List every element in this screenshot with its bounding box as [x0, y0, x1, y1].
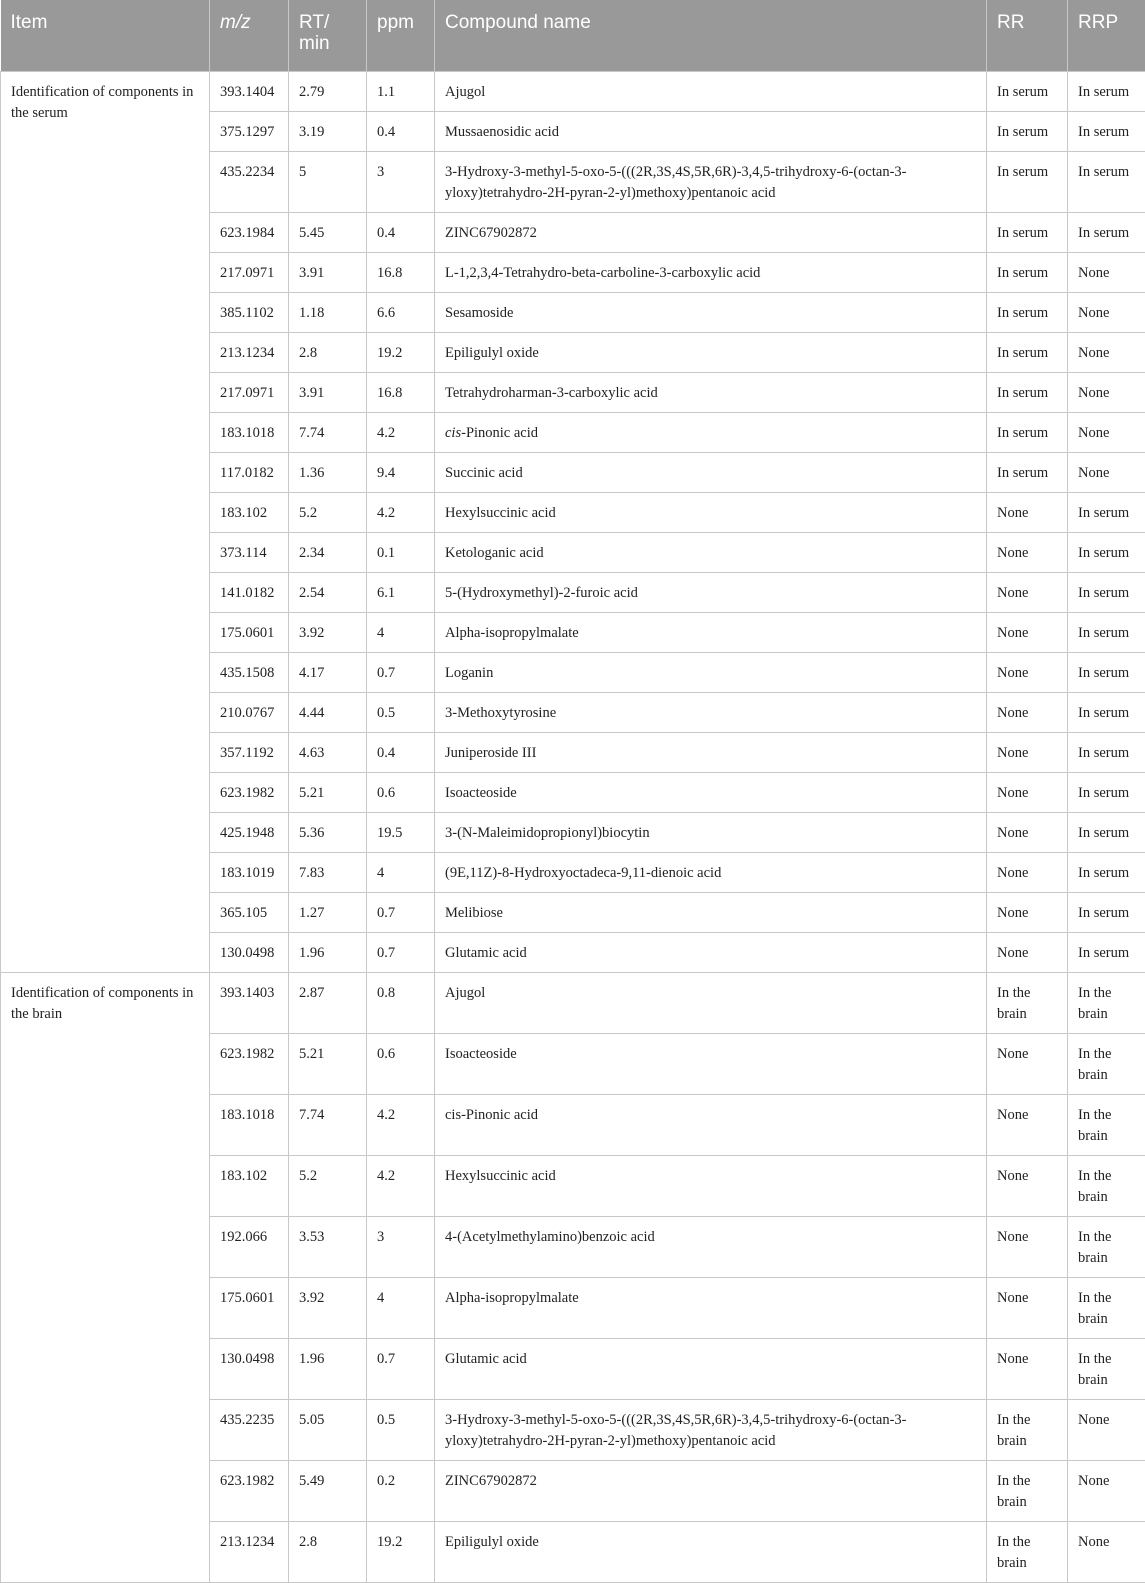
- cell-mz: 393.1404: [210, 72, 289, 112]
- cell-rrp: In the brain: [1068, 1095, 1145, 1156]
- cell-ppm: 3: [367, 1217, 435, 1278]
- table-header: [1, 0, 1145, 72]
- header-ppm: ppm: [367, 0, 435, 72]
- cell-ppm: 0.4: [367, 733, 435, 773]
- cell-rr: None: [987, 1156, 1068, 1217]
- cell-mz: 130.0498: [210, 1339, 289, 1400]
- cell-mz: 435.2235: [210, 1400, 289, 1461]
- cell-rr: In the brain: [987, 1461, 1068, 1522]
- cell-compound-name: ZINC67902872: [435, 213, 987, 253]
- cell-mz: 183.102: [210, 1156, 289, 1217]
- cell-ppm: 9.4: [367, 453, 435, 493]
- header-rr: RR: [987, 0, 1068, 72]
- cell-rr: In the brain: [987, 1400, 1068, 1461]
- cell-rt: 4.44: [289, 693, 367, 733]
- cell-compound-name: Glutamic acid: [435, 1339, 987, 1400]
- cell-rrp: None: [1068, 373, 1145, 413]
- cell-mz: 435.1508: [210, 653, 289, 693]
- cell-rrp: In serum: [1068, 613, 1145, 653]
- cell-rt: 1.96: [289, 933, 367, 973]
- cell-compound-name: Hexylsuccinic acid: [435, 1156, 987, 1217]
- cell-rr: In serum: [987, 112, 1068, 152]
- cell-rrp: None: [1068, 1400, 1145, 1461]
- group-label: Identification of components in the brain: [1, 973, 210, 1583]
- cell-ppm: 4: [367, 1278, 435, 1339]
- cell-rr: None: [987, 573, 1068, 613]
- cell-rrp: In the brain: [1068, 1278, 1145, 1339]
- cell-mz: 175.0601: [210, 1278, 289, 1339]
- cell-mz: 425.1948: [210, 813, 289, 853]
- cell-rr: In the brain: [987, 1522, 1068, 1583]
- cell-rr: In serum: [987, 413, 1068, 453]
- cell-ppm: 3: [367, 152, 435, 213]
- cell-rr: In serum: [987, 253, 1068, 293]
- cell-rrp: In serum: [1068, 733, 1145, 773]
- group-label: Identification of components in the serum: [1, 72, 210, 973]
- cell-ppm: 0.7: [367, 893, 435, 933]
- cell-ppm: 0.7: [367, 933, 435, 973]
- cell-rrp: None: [1068, 293, 1145, 333]
- header-rt: RT/ min: [289, 0, 367, 72]
- cell-compound-name: Isoacteoside: [435, 1034, 987, 1095]
- cell-rr: None: [987, 733, 1068, 773]
- cell-rr: None: [987, 1217, 1068, 1278]
- cell-mz: 357.1192: [210, 733, 289, 773]
- header-row: [1, 0, 1145, 72]
- cell-rt: 7.74: [289, 1095, 367, 1156]
- cell-compound-name: Succinic acid: [435, 453, 987, 493]
- cell-ppm: 16.8: [367, 373, 435, 413]
- header-mz: m/z: [210, 0, 289, 72]
- cell-rrp: In the brain: [1068, 1156, 1145, 1217]
- cell-ppm: 4.2: [367, 1095, 435, 1156]
- cell-rt: 5.45: [289, 213, 367, 253]
- cell-compound-name: Tetrahydroharman-3-carboxylic acid: [435, 373, 987, 413]
- cell-rrp: In serum: [1068, 533, 1145, 573]
- cell-mz: 183.1019: [210, 853, 289, 893]
- cell-rt: 2.54: [289, 573, 367, 613]
- cell-mz: 623.1982: [210, 1034, 289, 1095]
- cell-rt: 5.2: [289, 1156, 367, 1217]
- cell-rt: 5: [289, 152, 367, 213]
- cell-mz: 117.0182: [210, 453, 289, 493]
- cell-ppm: 4.2: [367, 413, 435, 453]
- cell-rrp: None: [1068, 1461, 1145, 1522]
- cell-mz: 213.1234: [210, 333, 289, 373]
- cell-compound-name: 4-(Acetylmethylamino)benzoic acid: [435, 1217, 987, 1278]
- cell-ppm: 0.5: [367, 693, 435, 733]
- cell-rt: 3.19: [289, 112, 367, 152]
- cell-rrp: In serum: [1068, 893, 1145, 933]
- cell-rrp: In serum: [1068, 72, 1145, 112]
- cell-rt: 5.36: [289, 813, 367, 853]
- cell-rr: None: [987, 813, 1068, 853]
- cell-ppm: 19.2: [367, 333, 435, 373]
- header-rrp: RRP: [1068, 0, 1145, 72]
- cell-rrp: In the brain: [1068, 1339, 1145, 1400]
- cell-mz: 183.102: [210, 493, 289, 533]
- cell-rt: 2.79: [289, 72, 367, 112]
- cell-rr: None: [987, 693, 1068, 733]
- table-row: [1, 973, 1145, 1034]
- cell-compound-name: Ajugol: [435, 973, 987, 1034]
- cell-compound-name: Mussaenosidic acid: [435, 112, 987, 152]
- cell-rt: 5.21: [289, 773, 367, 813]
- cell-rr: In the brain: [987, 973, 1068, 1034]
- cell-rr: None: [987, 1095, 1068, 1156]
- cell-rrp: None: [1068, 453, 1145, 493]
- table-row: [1, 72, 1145, 112]
- cell-rrp: In serum: [1068, 813, 1145, 853]
- cell-rrp: In serum: [1068, 853, 1145, 893]
- cell-rrp: In serum: [1068, 493, 1145, 533]
- cell-compound-name: 3-(N-Maleimidopropionyl)biocytin: [435, 813, 987, 853]
- cell-rt: 4.63: [289, 733, 367, 773]
- cell-rt: 1.96: [289, 1339, 367, 1400]
- cell-mz: 365.105: [210, 893, 289, 933]
- cell-rt: 3.91: [289, 373, 367, 413]
- cell-ppm: 1.1: [367, 72, 435, 112]
- cell-rr: In serum: [987, 293, 1068, 333]
- cell-rrp: None: [1068, 413, 1145, 453]
- cell-mz: 210.0767: [210, 693, 289, 733]
- cell-rrp: In serum: [1068, 933, 1145, 973]
- cell-rr: None: [987, 1339, 1068, 1400]
- cell-compound-name: Alpha-isopropylmalate: [435, 613, 987, 653]
- cell-ppm: 19.5: [367, 813, 435, 853]
- cell-ppm: 4.2: [367, 1156, 435, 1217]
- cell-compound-name: 3-Hydroxy-3-methyl-5-oxo-5-(((2R,3S,4S,5R,6R)-3,4,5-trihydroxy-6-(octan-3-yloxy)tetrahydro-2H-pyran-2-yl)methoxy)pentanoic acid: [435, 1400, 987, 1461]
- cell-compound-name: L-1,2,3,4-Tetrahydro-beta-carboline-3-carboxylic acid: [435, 253, 987, 293]
- header-compound-name: Compound name: [435, 0, 987, 72]
- cell-mz: 393.1403: [210, 973, 289, 1034]
- cell-compound-name: Ketologanic acid: [435, 533, 987, 573]
- cell-rr: In serum: [987, 72, 1068, 112]
- cell-rt: 1.36: [289, 453, 367, 493]
- cell-rr: None: [987, 653, 1068, 693]
- cell-compound-name: ZINC67902872: [435, 1461, 987, 1522]
- cell-ppm: 0.6: [367, 773, 435, 813]
- cell-rr: None: [987, 853, 1068, 893]
- cell-compound-name: Epiligulyl oxide: [435, 333, 987, 373]
- cell-ppm: 0.4: [367, 213, 435, 253]
- cell-mz: 623.1984: [210, 213, 289, 253]
- cell-ppm: 6.6: [367, 293, 435, 333]
- cell-ppm: 0.8: [367, 973, 435, 1034]
- cell-compound-name: Glutamic acid: [435, 933, 987, 973]
- cell-rr: None: [987, 493, 1068, 533]
- cell-ppm: 0.6: [367, 1034, 435, 1095]
- cell-ppm: 4: [367, 853, 435, 893]
- cell-rrp: None: [1068, 1522, 1145, 1583]
- table-body: [1, 72, 1145, 1583]
- cell-rrp: In serum: [1068, 112, 1145, 152]
- cell-mz: 435.2234: [210, 152, 289, 213]
- cell-rrp: In serum: [1068, 213, 1145, 253]
- cell-rrp: In serum: [1068, 573, 1145, 613]
- cell-mz: 385.1102: [210, 293, 289, 333]
- cell-rr: In serum: [987, 152, 1068, 213]
- header-item: Item: [1, 0, 210, 72]
- cell-ppm: 0.4: [367, 112, 435, 152]
- cell-rt: 3.92: [289, 613, 367, 653]
- cell-rt: 2.8: [289, 1522, 367, 1583]
- cell-rrp: In the brain: [1068, 1217, 1145, 1278]
- cell-rr: None: [987, 933, 1068, 973]
- cell-mz: 183.1018: [210, 1095, 289, 1156]
- cell-compound-name: cis-Pinonic acid: [435, 1095, 987, 1156]
- cell-mz: 192.066: [210, 1217, 289, 1278]
- cell-compound-name: (9E,11Z)-8-Hydroxyoctadeca-9,11-dienoic acid: [435, 853, 987, 893]
- cell-ppm: 0.5: [367, 1400, 435, 1461]
- cell-rt: 5.05: [289, 1400, 367, 1461]
- cell-compound-name: Isoacteoside: [435, 773, 987, 813]
- cell-mz: 375.1297: [210, 112, 289, 152]
- cell-rr: None: [987, 533, 1068, 573]
- cell-compound-name: Sesamoside: [435, 293, 987, 333]
- cell-compound-name: Ajugol: [435, 72, 987, 112]
- cell-compound-name: Juniperoside III: [435, 733, 987, 773]
- cell-rrp: In serum: [1068, 773, 1145, 813]
- cell-mz: 623.1982: [210, 1461, 289, 1522]
- cell-rr: None: [987, 893, 1068, 933]
- cell-compound-name: Epiligulyl oxide: [435, 1522, 987, 1583]
- cell-rr: In serum: [987, 213, 1068, 253]
- cell-mz: 141.0182: [210, 573, 289, 613]
- cell-rrp: In serum: [1068, 653, 1145, 693]
- cell-ppm: 6.1: [367, 573, 435, 613]
- cell-rr: In serum: [987, 333, 1068, 373]
- cell-rt: 2.8: [289, 333, 367, 373]
- cell-rt: 5.49: [289, 1461, 367, 1522]
- cell-mz: 130.0498: [210, 933, 289, 973]
- cell-mz: 623.1982: [210, 773, 289, 813]
- cell-mz: 183.1018: [210, 413, 289, 453]
- cell-mz: 373.114: [210, 533, 289, 573]
- cell-rt: 2.34: [289, 533, 367, 573]
- cell-mz: 213.1234: [210, 1522, 289, 1583]
- cell-mz: 175.0601: [210, 613, 289, 653]
- cell-rrp: In serum: [1068, 152, 1145, 213]
- cell-rt: 3.53: [289, 1217, 367, 1278]
- compound-prefix: cis: [445, 425, 461, 441]
- cell-rrp: In the brain: [1068, 1034, 1145, 1095]
- cell-rr: None: [987, 773, 1068, 813]
- cell-rt: 5.2: [289, 493, 367, 533]
- cell-mz: 217.0971: [210, 373, 289, 413]
- cell-ppm: 0.1: [367, 533, 435, 573]
- cell-rr: None: [987, 1278, 1068, 1339]
- cell-mz: 217.0971: [210, 253, 289, 293]
- cell-compound-name: Hexylsuccinic acid: [435, 493, 987, 533]
- cell-rrp: In serum: [1068, 693, 1145, 733]
- cell-rr: In serum: [987, 453, 1068, 493]
- cell-compound-name: 3-Methoxytyrosine: [435, 693, 987, 733]
- cell-rt: 1.18: [289, 293, 367, 333]
- cell-compound-name: 5-(Hydroxymethyl)-2-furoic acid: [435, 573, 987, 613]
- cell-rt: 3.91: [289, 253, 367, 293]
- cell-rt: 4.17: [289, 653, 367, 693]
- cell-rr: In serum: [987, 373, 1068, 413]
- cell-rrp: None: [1068, 253, 1145, 293]
- cell-rt: 1.27: [289, 893, 367, 933]
- cell-ppm: 0.7: [367, 653, 435, 693]
- cell-ppm: 0.7: [367, 1339, 435, 1400]
- compound-rest: -Pinonic acid: [461, 425, 538, 441]
- cell-compound-name: Melibiose: [435, 893, 987, 933]
- cell-compound-name: [435, 413, 987, 453]
- cell-ppm: 19.2: [367, 1522, 435, 1583]
- cell-ppm: 16.8: [367, 253, 435, 293]
- cell-ppm: 0.2: [367, 1461, 435, 1522]
- cell-rrp: None: [1068, 333, 1145, 373]
- cell-compound-name: Alpha-isopropylmalate: [435, 1278, 987, 1339]
- cell-rr: None: [987, 613, 1068, 653]
- cell-rrp: In the brain: [1068, 973, 1145, 1034]
- cell-rt: 7.83: [289, 853, 367, 893]
- cell-rt: 7.74: [289, 413, 367, 453]
- cell-ppm: 4.2: [367, 493, 435, 533]
- cell-compound-name: 3-Hydroxy-3-methyl-5-oxo-5-(((2R,3S,4S,5R,6R)-3,4,5-trihydroxy-6-(octan-3-yloxy)tetrahydro-2H-pyran-2-yl)methoxy)pentanoic acid: [435, 152, 987, 213]
- cell-compound-name: Loganin: [435, 653, 987, 693]
- cell-rt: 2.87: [289, 973, 367, 1034]
- cell-rt: 3.92: [289, 1278, 367, 1339]
- cell-rt: 5.21: [289, 1034, 367, 1095]
- cell-rr: None: [987, 1034, 1068, 1095]
- cell-ppm: 4: [367, 613, 435, 653]
